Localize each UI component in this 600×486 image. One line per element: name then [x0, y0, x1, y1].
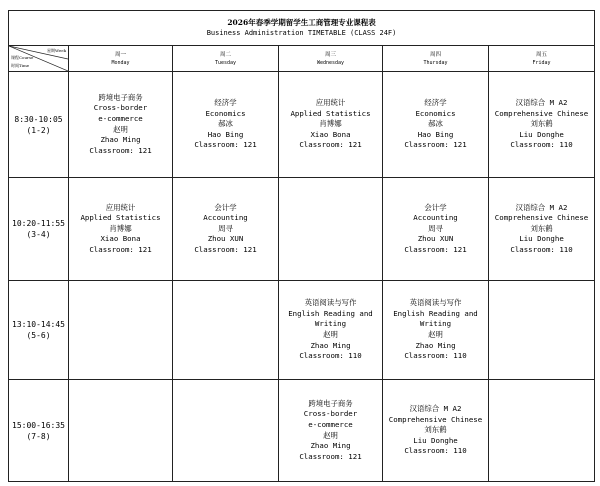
- day-name-cn: 周三: [324, 51, 336, 58]
- course-line: 赵明: [428, 330, 443, 339]
- course-line: 英语阅读与写作: [304, 298, 357, 308]
- course-line: English Reading and: [393, 308, 478, 318]
- time-cell: [9, 72, 69, 178]
- slot-row-7-8: [9, 380, 595, 482]
- course-cell-fri: [489, 281, 595, 380]
- day-header-friday: [489, 46, 595, 72]
- course-line: Zhao Ming: [310, 340, 351, 350]
- course-line: Liu Donghe: [413, 435, 458, 445]
- course-block: [489, 98, 594, 151]
- course-line: Zhao Ming: [415, 340, 456, 350]
- time-cell: [9, 178, 69, 281]
- course-cell-fri: [489, 72, 595, 178]
- course-line: Accounting: [203, 213, 248, 223]
- course-line: Zhou XUN: [417, 234, 454, 244]
- course-line: 赵明: [323, 430, 338, 440]
- course-line: 跨境电子商务: [98, 92, 143, 102]
- course-line: 应用统计: [315, 98, 346, 108]
- time-range: 13:10-14:45: [12, 320, 65, 329]
- course-block: [279, 98, 382, 151]
- course-line: Classroom: 121: [194, 140, 257, 150]
- course-line: Comprehensive Chinese: [388, 414, 483, 424]
- course-cell-wed: [279, 178, 383, 281]
- time-cell: [9, 281, 69, 380]
- course-block: [383, 298, 488, 362]
- course-line: 应用统计: [105, 202, 136, 212]
- course-cell-thu: [383, 178, 489, 281]
- course-cell-fri: [489, 178, 595, 281]
- course-cell-tue: [173, 178, 279, 281]
- course-line: 会计学: [214, 202, 237, 212]
- course-line: 肖博娜: [319, 119, 342, 129]
- day-name-en: Monday: [111, 59, 130, 66]
- course-line: Economics: [205, 108, 246, 118]
- course-cell-mon: [69, 380, 173, 482]
- course-line: 周寻: [428, 223, 443, 233]
- course-cell-thu: [383, 281, 489, 380]
- course-line: Hao Bing: [207, 129, 244, 139]
- title-chinese: 2026年春季学期留学生工商管理专业课程表: [227, 18, 376, 27]
- course-line: 郝冰: [428, 119, 443, 129]
- course-line: Classroom: 110: [404, 446, 467, 456]
- day-name-en: Thursday: [423, 59, 448, 66]
- course-line: 经济学: [214, 98, 237, 108]
- course-line: 郝冰: [218, 119, 233, 129]
- day-header-monday: [69, 46, 173, 72]
- day-name-cn: 周二: [219, 51, 231, 58]
- timetable: [8, 10, 595, 482]
- course-line: Zhao Ming: [100, 135, 141, 145]
- course-cell-mon: [69, 178, 173, 281]
- course-block: [489, 203, 594, 256]
- time-range: 10:20-11:55: [12, 219, 65, 228]
- time-range: 15:00-16:35: [12, 420, 65, 430]
- course-line: e-commerce: [308, 419, 353, 429]
- slot-row-3-4: [9, 178, 595, 281]
- title-english: Business Administration TIMETABLE (CLASS 24F): [206, 29, 397, 37]
- course-block: [383, 98, 488, 151]
- course-line: 肖博娜: [109, 223, 132, 233]
- course-line: Cross-border: [303, 409, 358, 419]
- course-cell-tue: [173, 72, 279, 178]
- course-line: 汉语综合 M A2: [409, 404, 462, 414]
- slot-row-5-6: [9, 281, 595, 380]
- day-header-wednesday: [279, 46, 383, 72]
- course-block: [279, 298, 382, 362]
- course-line: Classroom: 110: [404, 351, 467, 361]
- course-cell-tue: [173, 281, 279, 380]
- course-line: English Reading and: [288, 308, 373, 318]
- day-header-tuesday: [173, 46, 279, 72]
- course-line: Liu Donghe: [519, 234, 564, 244]
- course-line: Classroom: 121: [89, 244, 152, 254]
- day-name-cn: 周五: [536, 51, 548, 58]
- corner-label-time: 时间Time: [11, 63, 30, 68]
- course-block: [383, 203, 488, 256]
- course-line: e-commerce: [98, 113, 143, 123]
- day-name-cn: 周一: [114, 51, 126, 58]
- course-line: Writing: [314, 319, 347, 329]
- course-line: Applied Statistics: [80, 213, 161, 223]
- course-cell-thu: [383, 380, 489, 482]
- day-name-en: Friday: [532, 59, 551, 66]
- course-line: Comprehensive Chinese: [494, 108, 589, 118]
- course-block: [383, 404, 488, 457]
- course-block: [173, 98, 278, 151]
- day-header-row: [9, 46, 595, 72]
- corner-label-course: 课程Course: [11, 55, 34, 60]
- course-line: 经济学: [424, 98, 447, 108]
- course-cell-wed: [279, 380, 383, 482]
- course-line: 周寻: [218, 223, 233, 233]
- course-line: Classroom: 110: [510, 140, 573, 150]
- course-cell-mon: [69, 72, 173, 178]
- course-line: Writing: [419, 319, 452, 329]
- course-line: 赵明: [113, 124, 128, 134]
- course-line: Comprehensive Chinese: [494, 213, 589, 223]
- period-label: (1-2): [26, 125, 51, 135]
- period-label: (7-8): [26, 431, 51, 441]
- course-line: 英语阅读与写作: [409, 298, 462, 308]
- course-line: 刘东鹤: [530, 223, 553, 233]
- timetable-title: [9, 11, 595, 46]
- period-label: (3-4): [26, 230, 51, 239]
- course-line: 会计学: [424, 202, 447, 212]
- course-block: [69, 93, 172, 157]
- course-line: Zhao Ming: [310, 441, 351, 451]
- course-line: 跨境电子商务: [308, 398, 353, 408]
- course-line: Classroom: 121: [299, 451, 362, 461]
- course-line: Xiao Bona: [310, 129, 351, 139]
- course-line: Cross-border: [93, 103, 148, 113]
- course-line: Classroom: 110: [299, 351, 362, 361]
- course-line: 刘东鹤: [424, 425, 447, 435]
- course-line: Classroom: 121: [299, 140, 362, 150]
- course-line: Liu Donghe: [519, 129, 564, 139]
- corner-header-cell: [9, 46, 69, 72]
- time-range: 8:30-10:05: [14, 114, 63, 124]
- course-line: Applied Statistics: [290, 108, 371, 118]
- course-block: [69, 203, 172, 256]
- course-cell-mon: [69, 281, 173, 380]
- course-cell-fri: [489, 380, 595, 482]
- course-line: 刘东鹤: [530, 119, 553, 129]
- course-block: [173, 203, 278, 256]
- day-header-thursday: [383, 46, 489, 72]
- corner-label-week: 星期Week: [47, 48, 66, 53]
- course-line: Classroom: 121: [404, 244, 467, 254]
- day-name-en: Wednesday: [316, 59, 345, 66]
- timetable-sheet: [8, 10, 594, 482]
- course-line: 汉语综合 M A2: [515, 202, 568, 212]
- course-line: Zhou XUN: [207, 234, 244, 244]
- day-name-cn: 周四: [429, 51, 441, 58]
- time-cell: [9, 380, 69, 482]
- course-block: [279, 399, 382, 463]
- course-line: Xiao Bona: [100, 234, 141, 244]
- course-cell-tue: [173, 380, 279, 482]
- course-cell-wed: [279, 281, 383, 380]
- course-line: Economics: [415, 108, 456, 118]
- slot-row-1-2: [9, 72, 595, 178]
- course-cell-wed: [279, 72, 383, 178]
- day-name-en: Tuesday: [214, 59, 237, 66]
- course-line: Classroom: 121: [89, 145, 152, 155]
- course-cell-thu: [383, 72, 489, 178]
- course-line: Classroom: 110: [510, 244, 573, 254]
- course-line: Hao Bing: [417, 129, 454, 139]
- course-line: Classroom: 121: [404, 140, 467, 150]
- course-line: Classroom: 121: [194, 244, 257, 254]
- course-line: Accounting: [413, 213, 458, 223]
- course-line: 汉语综合 M A2: [515, 98, 568, 108]
- period-label: (5-6): [26, 331, 51, 340]
- course-line: 赵明: [323, 330, 338, 339]
